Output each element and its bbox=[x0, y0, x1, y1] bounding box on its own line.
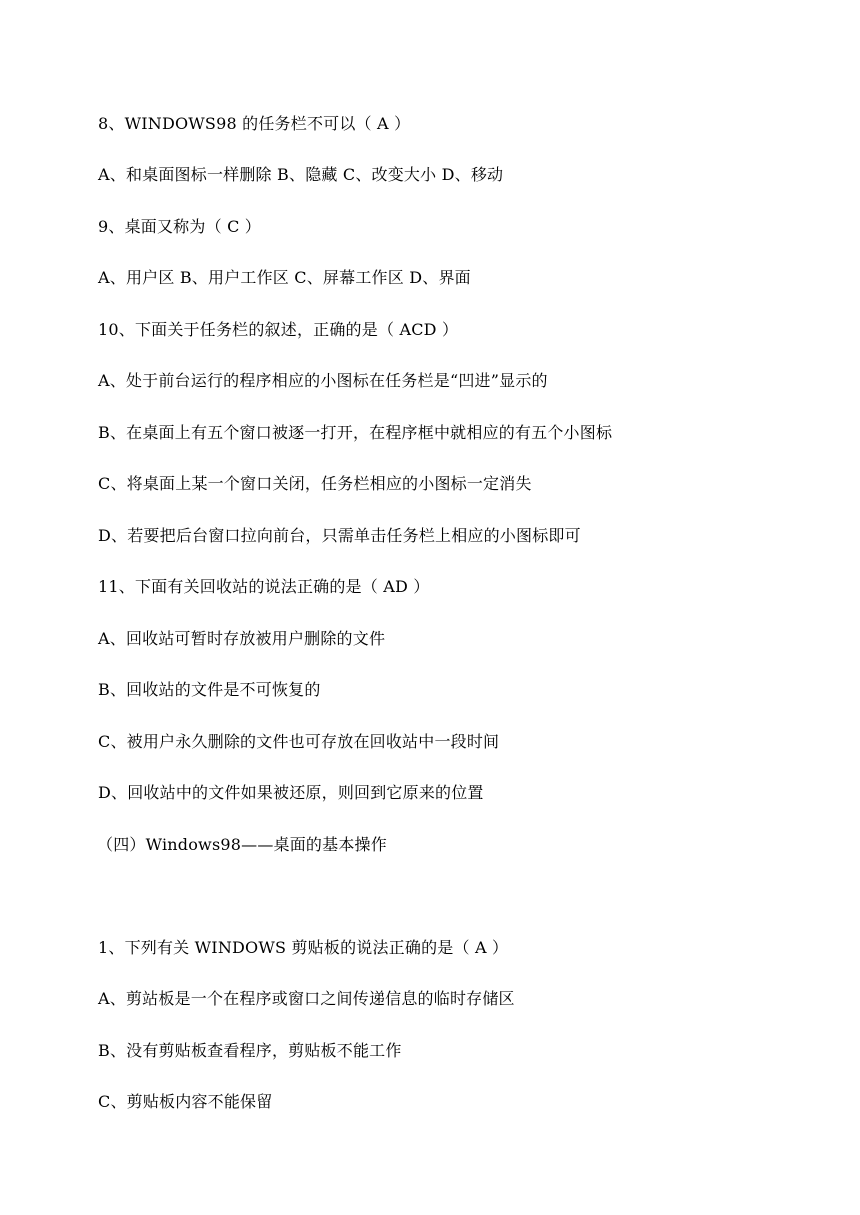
question-1-option-c: C、剪贴板内容不能保留 bbox=[98, 1092, 273, 1111]
question-10-option-b: B、在桌面上有五个窗口被逐一打开，在程序框中就相应的有五个小图标 bbox=[98, 423, 613, 442]
question-11: 11、下面有关回收站的说法正确的是（ AD ） bbox=[98, 577, 430, 596]
question-11-option-a: A、回收站可暂时存放被用户删除的文件 bbox=[98, 629, 386, 648]
question-1: 1、下列有关 WINDOWS 剪贴板的说法正确的是（ A ） bbox=[98, 938, 509, 957]
question-1-option-b: B、没有剪贴板查看程序，剪贴板不能工作 bbox=[98, 1041, 402, 1060]
question-8-options: A、和桌面图标一样删除 B、隐藏 C、改变大小 D、移动 bbox=[98, 165, 504, 184]
question-1-option-a: A、剪站板是一个在程序或窗口之间传递信息的临时存储区 bbox=[98, 989, 515, 1008]
question-10-option-a: A、处于前台运行的程序相应的小图标在任务栏是“凹进”显示的 bbox=[98, 371, 548, 390]
question-9: 9、桌面又称为（ C ） bbox=[98, 217, 261, 236]
section-heading: （四）Windows98——桌面的基本操作 bbox=[97, 835, 387, 854]
question-9-options: A、用户区 B、用户工作区 C、屏幕工作区 D、界面 bbox=[98, 268, 471, 287]
question-10-option-d: D、若要把后台窗口拉向前台，只需单击任务栏上相应的小图标即可 bbox=[98, 526, 581, 545]
question-8: 8、WINDOWS98 的任务栏不可以（ A ） bbox=[98, 114, 411, 133]
question-11-option-c: C、被用户永久删除的文件也可存放在回收站中一段时间 bbox=[98, 732, 500, 751]
question-11-option-d: D、回收站中的文件如果被还原，则回到它原来的位置 bbox=[98, 783, 484, 802]
question-11-option-b: B、回收站的文件是不可恢复的 bbox=[98, 680, 321, 699]
question-10-option-c: C、将桌面上某一个窗口关闭，任务栏相应的小图标一定消失 bbox=[98, 474, 532, 493]
question-10: 10、下面关于任务栏的叙述，正确的是（ ACD ） bbox=[98, 320, 459, 339]
